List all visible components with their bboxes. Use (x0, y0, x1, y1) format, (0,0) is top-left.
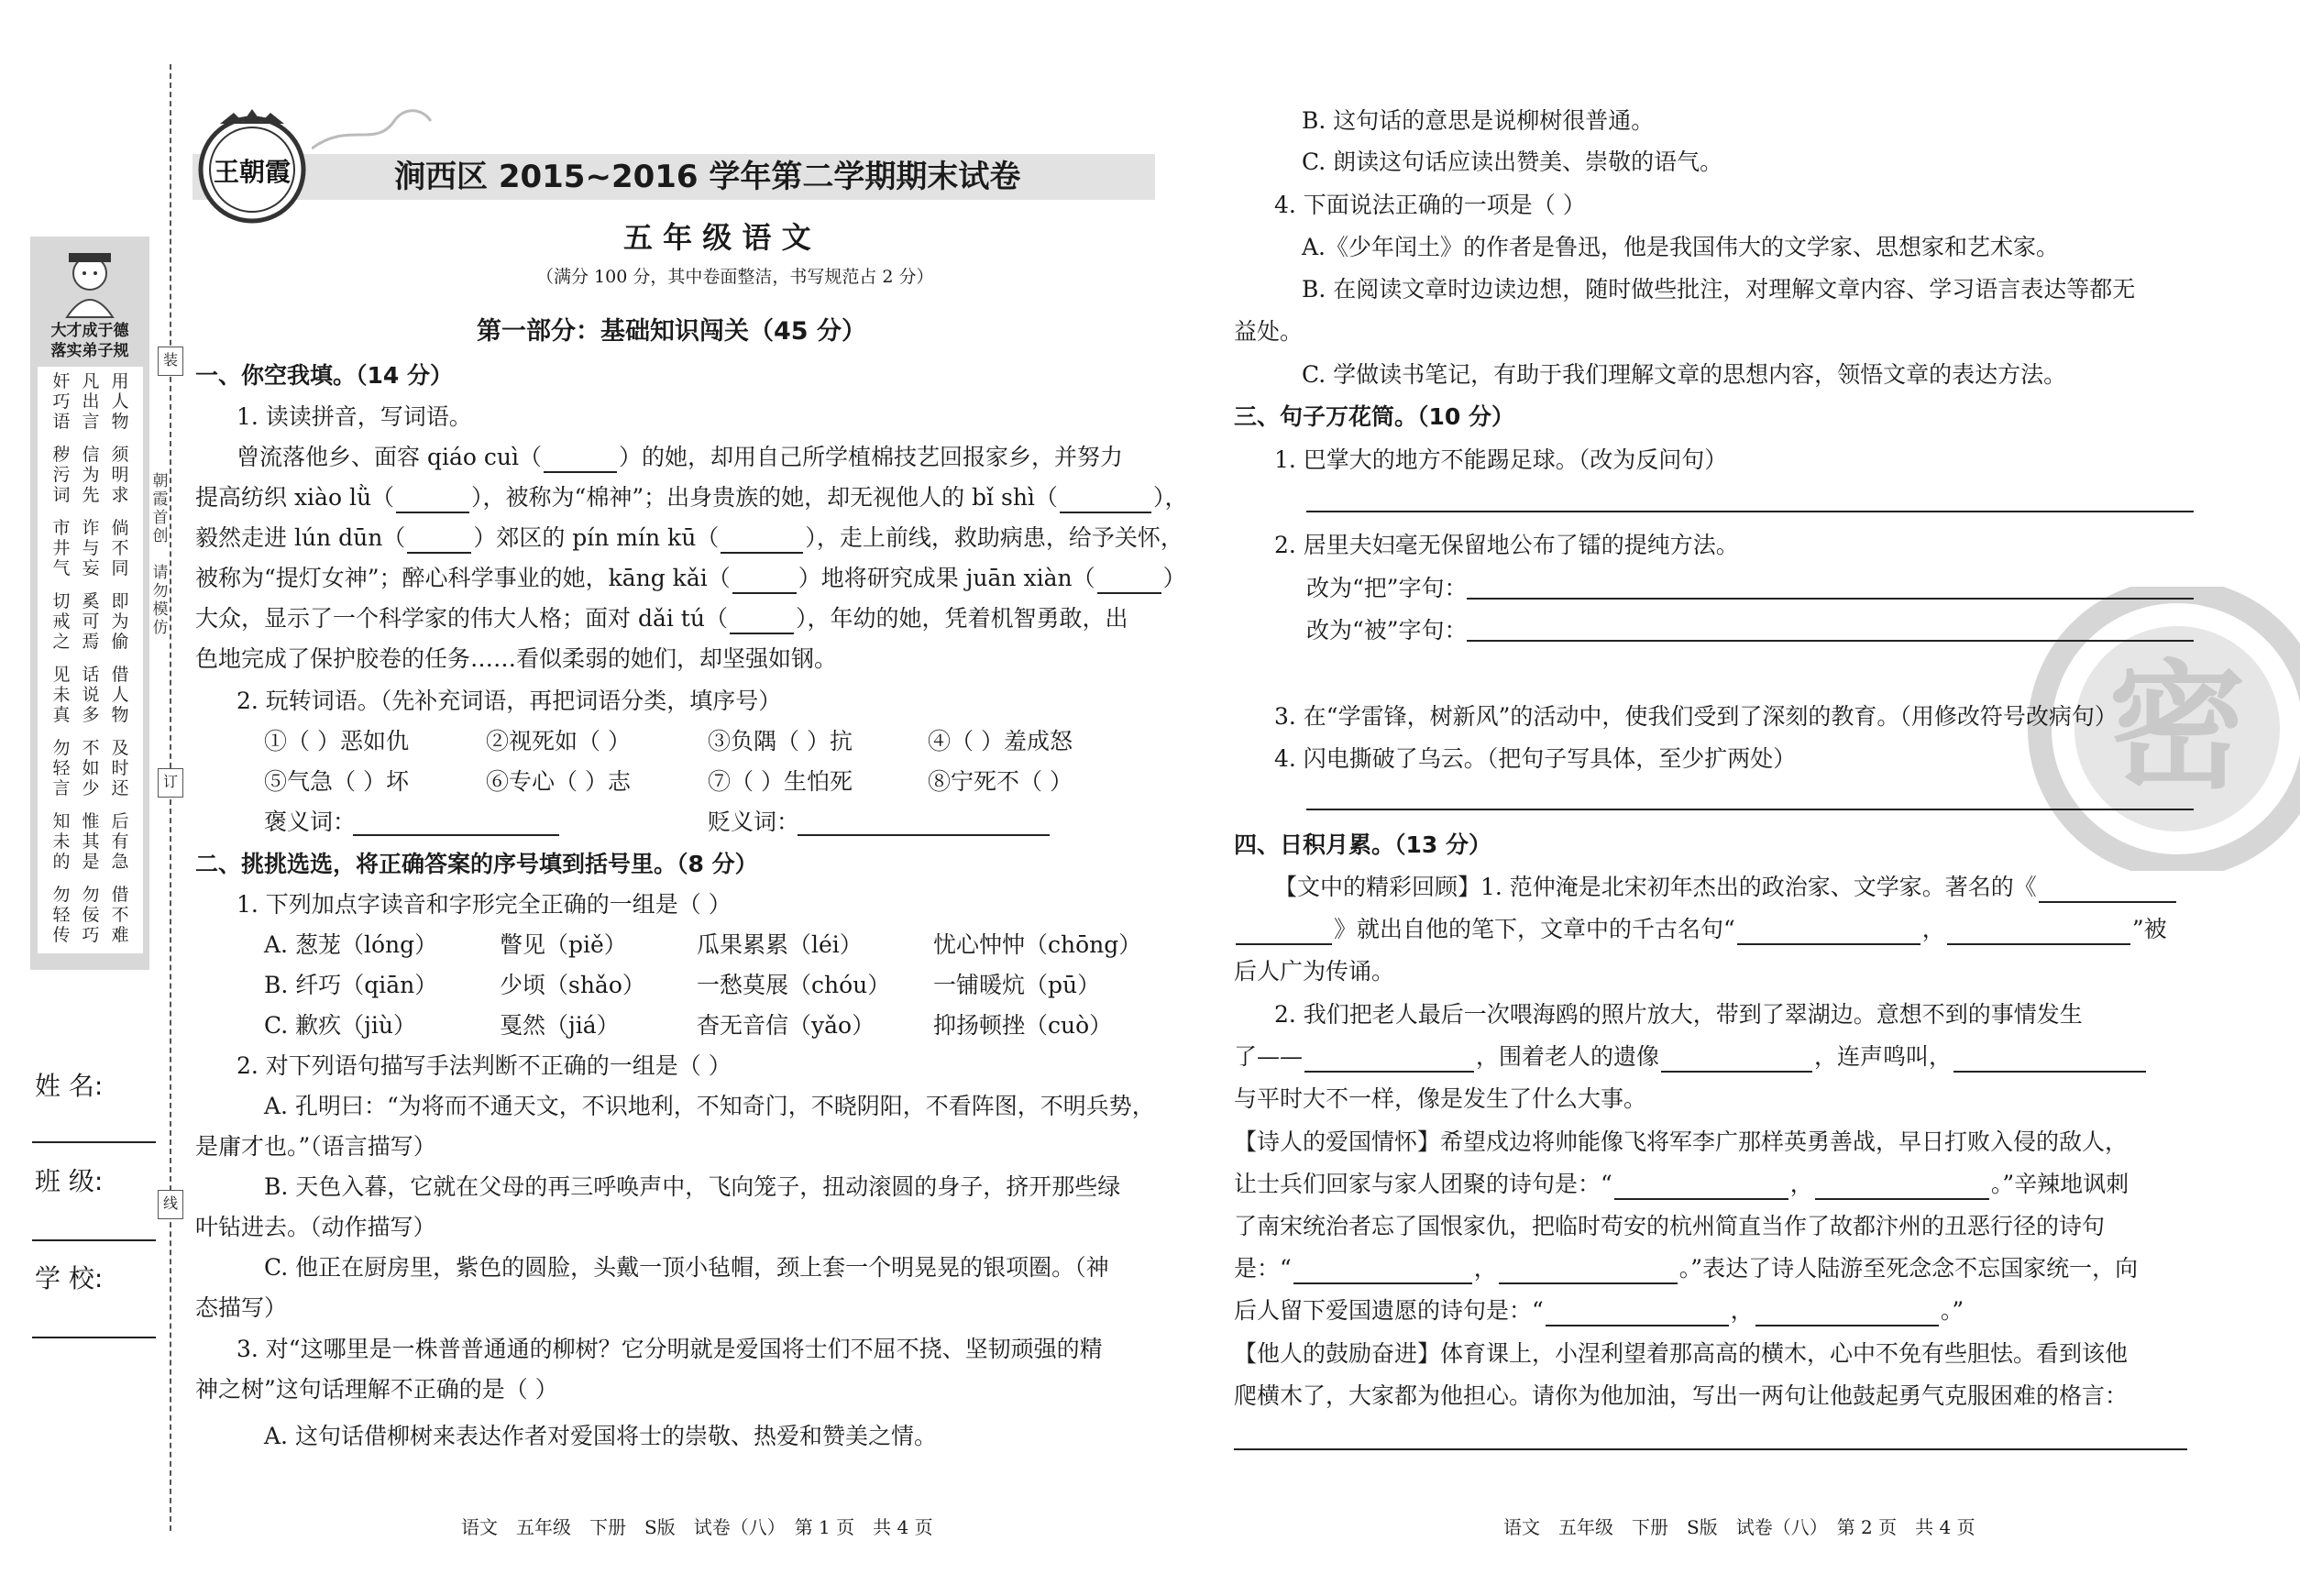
answer-line[interactable] (1306, 511, 2194, 512)
fill-line: 爬横木了，大家都为他担心。请你为他加油，写出一两句让他鼓起勇气克服困难的格言： (1234, 1382, 2129, 1409)
sidebar-quote: 切戒之 (52, 591, 71, 652)
answer-blank[interactable] (1815, 1174, 1989, 1200)
mc-option-cont: 态描写） (195, 1294, 288, 1321)
answer-blank[interactable] (1953, 1047, 2146, 1073)
bei-label: 改为“被”字句： (1306, 617, 1468, 644)
text: ，连声鸣叫， (1814, 1043, 1953, 1070)
name-label: 姓 名: (35, 1071, 104, 1101)
mc-option[interactable]: A.《少年闰土》的作者是鲁迅，他是我国伟大的文学家、思想家和艺术家。 (1302, 234, 2060, 260)
watermark-char: 密 (2107, 648, 2247, 808)
fill-line (1234, 1295, 1964, 1326)
sidebar-quote: 用人物 (111, 371, 129, 432)
name-field[interactable] (32, 1141, 156, 1143)
idiom-item[interactable]: ⑦（ ）生怕死 (708, 768, 853, 795)
binding-line (170, 64, 171, 1531)
text: 提高纺织 xiào lǜ（ (195, 484, 395, 511)
fill-line (1234, 914, 2167, 945)
mc-option[interactable]: B. 在阅读文章时边读边想，随时做些批注，对理解文章内容、学习语言表达等都无 (1302, 276, 2136, 303)
vertical-note: 请勿模仿 (152, 564, 169, 637)
mc-option[interactable]: A. 葱茏（lóng） (264, 931, 438, 958)
exam-title: 涧西区 2015~2016 学年第二学期期末试卷 (394, 159, 1021, 195)
sidebar-quote: 诈与妄 (82, 518, 100, 578)
answer-blank[interactable] (1947, 919, 2130, 945)
sidebar-quote: 勿轻传 (52, 885, 71, 945)
answer-blank[interactable] (732, 568, 797, 594)
text: 大众，显示了一个科学家的伟大人格；面对 dǎi tú（ (195, 605, 728, 632)
answer-blank[interactable] (1293, 1259, 1472, 1284)
ribbon-decoration (312, 103, 440, 158)
idiom-item[interactable]: ③负隅（ ）抗 (708, 728, 853, 754)
mc1-stem: 1. 下列加点字读音和字形完全正确的一组是（ ） (237, 891, 732, 918)
answer-blank[interactable] (544, 447, 617, 473)
answer-blank[interactable] (1546, 1301, 1729, 1326)
page-footer: 语文 五年级 下册 S版 试卷（八） 第 1 页 共 4 页 (461, 1516, 933, 1538)
school-field[interactable] (32, 1337, 156, 1338)
mc-option[interactable]: B. 纤巧（qiān） (264, 972, 438, 998)
pinyin-line (195, 563, 1186, 594)
answer-blank[interactable] (396, 488, 469, 513)
mc-option[interactable]: B. 天色入暮，它就在父母的再三呼唤声中，飞向笼子，扭动滚圆的身子，挤开那些绿 (264, 1173, 1121, 1200)
mc-option[interactable]: C. 他正在厨房里，紫色的圆脸，头戴一顶小毡帽，颈上套一个明晃晃的银项圈。（神 (264, 1254, 1109, 1281)
sidebar-quote: 凡出言 (82, 371, 100, 432)
section-2-title: 二、挑挑选选，将正确答案的序号填到括号里。（8 分） (195, 851, 758, 877)
mc-option[interactable]: C. 歉疚（jiù） (264, 1012, 416, 1039)
idiom-item[interactable]: ⑥专心（ ）志 (486, 768, 631, 795)
fill-line (1234, 1041, 2148, 1073)
text: 后人留下爱国遗愿的诗句是：“ (1234, 1297, 1544, 1324)
fill-line: 【诗人的爱国情怀】希望戍边将帅能像飞将军李广那样英勇善战，早日打败入侵的敌人， (1234, 1128, 2129, 1155)
subject-title: 五 年 级 语 文 (623, 220, 811, 255)
class-field[interactable] (32, 1239, 156, 1241)
sidebar-quote: 倘不同 (111, 518, 129, 578)
sidebar-quote: 后有急 (111, 811, 129, 872)
answer-blank[interactable] (1737, 919, 1920, 945)
motto-line: 大才成于德 (50, 322, 129, 340)
q1-title: 1. 读读拼音，写词语。 (237, 403, 472, 430)
sidebar-quote: 借人物 (111, 665, 129, 725)
mc-option[interactable]: A. 这句话借柳树来表达作者对爱国将士的崇敬、热爱和赞美之情。 (264, 1423, 937, 1449)
vertical-note: 朝霞首创 (152, 472, 169, 545)
praise-label: 褒义词： (264, 809, 357, 835)
answer-blank[interactable] (2039, 877, 2176, 903)
page-footer: 语文 五年级 下册 S版 试卷（八） 第 2 页 共 4 页 (1503, 1516, 1975, 1538)
sidebar-quote: 即为偷 (111, 591, 129, 652)
ba-label: 改为“把”字句： (1306, 575, 1468, 601)
section-1-title: 一、你空我填。（14 分） (195, 362, 453, 389)
pinyin-line (195, 523, 1183, 554)
fill-line (1234, 1169, 2129, 1200)
answer-blank[interactable] (730, 609, 794, 634)
answer-line[interactable] (1306, 809, 2194, 810)
sidebar-quote: 及时还 (111, 738, 129, 798)
motto-line: 落实弟子规 (50, 342, 129, 360)
text: 让士兵们回家与家人团聚的诗句是：“ (1234, 1171, 1612, 1197)
mc-option[interactable]: C. 学做读书笔记，有助于我们理解文章的思想内容，领悟文章的表达方法。 (1302, 361, 2067, 388)
mc-option-cont: 益处。 (1234, 318, 1304, 345)
sidebar-quote: 奚可焉 (82, 591, 100, 652)
answer-blank[interactable] (1236, 919, 1332, 945)
brand-logo (193, 105, 312, 225)
fill-line: 2. 我们把老人最后一次喂海鸥的照片放大，带到了翠湖边。意想不到的事情发生 (1274, 1001, 2083, 1028)
answer-blank[interactable] (721, 528, 803, 554)
sidebar-quote: 市井气 (52, 518, 71, 578)
fill-line: 与平时大不一样，像是发生了什么大事。 (1234, 1085, 1647, 1112)
mc-option[interactable]: A. 孔明曰：“为将而不通天文，不识地利，不知奇门，不晓阴阳，不看阵图，不明兵势， (264, 1093, 1155, 1119)
sidebar-quote: 借不难 (111, 885, 129, 945)
school-label: 学 校: (35, 1263, 104, 1293)
text: ，围着老人的遗像 (1476, 1043, 1660, 1070)
text: 》就出自他的笔下，文章中的千古名句“ (1334, 916, 1735, 942)
mc-option[interactable]: B. 这句话的意思是说柳树很普通。 (1302, 107, 1655, 134)
text: ），被称为“棉神”；出身贵族的她，却无视他人的 bǐ shì（ (471, 484, 1058, 511)
fill-line (1234, 1253, 2138, 1284)
seal-char: 装 (158, 347, 183, 376)
text: ， (1473, 1255, 1497, 1282)
answer-line[interactable] (1234, 1448, 2187, 1450)
text: ， (1789, 1171, 1813, 1197)
text: 了—— (1234, 1043, 1304, 1070)
text: ， (1921, 916, 1945, 942)
seal-char: 订 (158, 768, 183, 798)
idiom-item[interactable]: ④（ ）羞成怒 (928, 728, 1073, 754)
derog-blank[interactable] (798, 834, 1050, 836)
sidebar-quote: 惟其是 (82, 811, 100, 872)
pinyin-line (195, 482, 1187, 513)
pinyin-line (237, 442, 1123, 473)
mc-option: 戛然（jiá） (500, 1012, 620, 1039)
mc-option: 瞥见（piě） (500, 931, 627, 958)
mc-option[interactable]: C. 朗读这句话应读出赞美、崇敬的语气。 (1302, 149, 1723, 175)
sidebar-quote: 不如少 (82, 738, 100, 798)
sidebar-quote: 奸巧语 (52, 371, 71, 432)
sidebar-quote: 勿轻言 (52, 738, 71, 798)
text: 毅然走进 lún dūn（ (195, 524, 406, 551)
derog-label: 贬义词： (708, 809, 800, 835)
answer-blank[interactable] (1304, 1047, 1474, 1073)
section-4-title: 四、日积月累。（13 分） (1234, 831, 1491, 858)
fill-line: 后人广为传诵。 (1234, 958, 1395, 985)
fill-line (1274, 872, 2178, 903)
mc3-stem: 3. 对“这哪里是一株普普通通的柳树？它分明就是爱国将士们不屈不挠、坚韧顽强的精 (237, 1336, 1103, 1362)
pinyin-line: 色地完成了保护胶卷的任务……看似柔弱的她们，却坚强如钢。 (195, 645, 838, 672)
score-note: （满分 100 分，其中卷面整洁，书写规范占 2 分） (536, 267, 934, 287)
answer-blank[interactable] (1614, 1174, 1788, 1200)
praise-blank[interactable] (353, 834, 559, 836)
answer-blank[interactable] (1755, 1301, 1939, 1326)
text: ），年幼的她，凭着机智勇敢，出 (795, 605, 1128, 632)
answer-blank[interactable] (407, 528, 471, 554)
answer-line[interactable] (1467, 640, 2194, 642)
text: ）的她，却用自己所学植棉技艺回报家乡，并努力 (618, 444, 1123, 470)
idiom-item[interactable]: ①（ ）恶如仇 (264, 728, 409, 754)
sidebar-quote: 见未真 (52, 665, 71, 725)
text: ）， (1152, 484, 1188, 511)
answer-line[interactable] (1467, 598, 2194, 600)
idiom-item[interactable]: ⑤气急（ ）坏 (264, 768, 409, 795)
logo-text: 王朝霞 (213, 157, 292, 187)
idiom-item[interactable]: ②视死如（ ） (486, 728, 631, 754)
text: 【文中的精彩回顾】1. 范仲淹是北宋初年杰出的政治家、文学家。著名的《 (1274, 874, 2037, 900)
text: ）郊区的 pín mín kū（ (473, 524, 720, 551)
text: ”被 (2131, 916, 2167, 942)
sidebar-quote: 秽污词 (52, 445, 71, 505)
text: 被称为“提灯女神”；醉心科学事业的她，kāng kǎi（ (195, 565, 731, 591)
mc-option: 瓜果累累（léi） (697, 931, 863, 958)
answer-blank[interactable] (1499, 1259, 1678, 1284)
part-one-title: 第一部分：基础知识闯关（45 分） (477, 317, 866, 346)
answer-blank[interactable] (1661, 1047, 1812, 1073)
sidebar-quote: 须明求 (111, 445, 129, 505)
sidebar-quote: 信为先 (82, 445, 100, 505)
s3-q4: 4. 闪电撕破了乌云。（把句子写具体，至少扩两处） (1274, 745, 1797, 772)
mc2-stem: 2. 对下列语句描写手法判断不正确的一组是（ ） (237, 1052, 732, 1079)
text: ） (1162, 565, 1186, 591)
s3-q3: 3. 在“学雷锋，树新风”的活动中，使我们受到了深刻的教育。（用修改符号改病句） (1274, 703, 2118, 730)
s3-q1: 1. 巴掌大的地方不能踢足球。（改为反问句） (1274, 446, 1728, 473)
mc-option: 少顷（shǎo） (500, 972, 645, 998)
mc3-stem-cont: 神之树”这句话理解不正确的是（ ） (195, 1376, 558, 1403)
text: 曾流落他乡、面容 qiáo cuì（ (237, 444, 542, 470)
mc-option: 忧心忡忡（chōng） (933, 931, 1142, 958)
sidebar-quote: 话说多 (82, 665, 100, 725)
mc-option: 抑扬顿挫（cuò） (933, 1012, 1113, 1039)
mc-option: 一愁莫展（chóu） (697, 972, 891, 998)
answer-blank[interactable] (1060, 488, 1151, 513)
text: ）地将研究成果 juān xiàn（ (798, 565, 1095, 591)
sidebar-motto (30, 321, 149, 361)
mc-option-cont: 叶钻进去。（动作描写） (195, 1214, 436, 1240)
s3-q2: 2. 居里夫妇毫无保留地公布了镭的提纯方法。 (1274, 532, 1739, 558)
seal-char: 线 (158, 1190, 183, 1219)
mc-option: 一铺暖炕（pū） (933, 972, 1101, 998)
sidebar-quote: 知未的 (52, 811, 71, 872)
scholar-icon (49, 246, 131, 319)
text: 。”辛辣地讽刺 (1990, 1171, 2129, 1197)
fill-line: 【他人的鼓励奋进】体育课上，小涅利望着那高高的横木，心中不免有些胆怯。看到该他 (1234, 1340, 2129, 1367)
class-label: 班 级: (35, 1166, 104, 1196)
text: 。” (1940, 1297, 1964, 1324)
section-3-title: 三、句子万花筒。（10 分） (1234, 403, 1514, 430)
mc-option: 杳无音信（yǎo） (697, 1012, 875, 1039)
text: ， (1730, 1297, 1754, 1324)
q4-stem: 4. 下面说法正确的一项是（ ） (1274, 192, 1586, 218)
text: ），走上前线，救助病患，给予关怀， (805, 524, 1183, 551)
sidebar-quote: 勿佞巧 (82, 885, 100, 945)
fill-line: 了南宋统治者忘了国恨家仇，把临时苟安的杭州简直当作了故都汴州的丑恶行径的诗句 (1234, 1213, 2106, 1239)
q2-title: 2. 玩转词语。（先补充词语，再把词语分类，填序号） (237, 688, 782, 714)
answer-blank[interactable] (1097, 568, 1161, 594)
text: 。”表达了诗人陆游至死念念不忘国家统一，向 (1678, 1255, 2139, 1282)
pinyin-line (195, 603, 1128, 634)
mc-option-cont: 是庸才也。”（语言描写） (195, 1133, 436, 1160)
text: 是：“ (1234, 1255, 1292, 1282)
idiom-item[interactable]: ⑧宁死不（ ） (928, 768, 1073, 795)
